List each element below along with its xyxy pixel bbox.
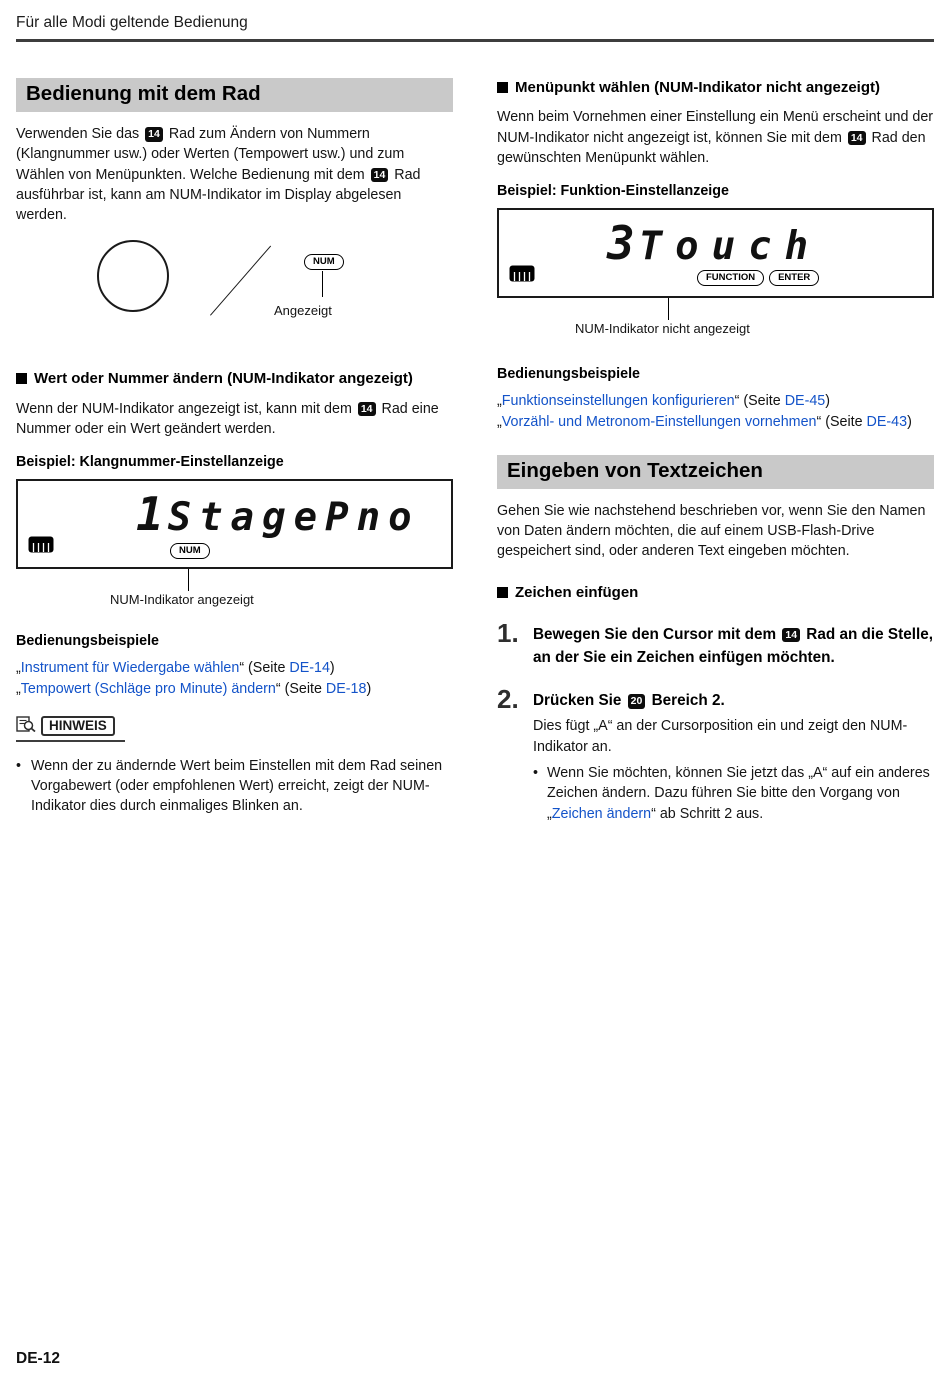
intro-paragraph (16, 124, 453, 225)
link-page-de18[interactable]: DE-18 (325, 681, 367, 698)
wheel-caption: Angezeigt (274, 303, 332, 319)
link-mid: “ (Seite (734, 393, 785, 410)
note-text: Wenn der zu ändernde Wert beim Einstellen mit dem Rad seinen Vorgabewert (oder empfohlenen Wert) erreicht, zeigt der NUM-Indikator dies durch einmaliges Blinken an. (31, 757, 443, 815)
step-2-text (533, 686, 725, 713)
link-zeichen-aendern[interactable]: Zeichen ändern (551, 805, 652, 822)
num-indicator-pill: NUM (304, 254, 344, 270)
lcd-digit: 1 (136, 487, 164, 542)
display1-caption: NUM-Indikator angezeigt (110, 592, 254, 608)
num-indicator-pill: NUM (170, 543, 210, 559)
quote-open: „ (497, 413, 502, 430)
key-14-badge: 14 (371, 168, 389, 183)
wert-part-2: Rad eine Nummer oder ein Wert geändert werden. (16, 400, 439, 438)
quote-open: „ (16, 660, 21, 677)
lcd-text-line (136, 487, 420, 541)
step-1-part-2: Rad an die Stelle, an der Sie ein Zeichen einfügen möchten. (533, 625, 933, 667)
keyboard-icon (509, 265, 535, 287)
subheading-text: Menüpunkt wählen (NUM-Indikator nicht angezeigt) (515, 79, 880, 96)
step-2-body: Dies fügt „A“ an der Cursorposition ein und zeigt den NUM-Indikator an. (533, 718, 908, 755)
lcd-menu-name: Touch (638, 224, 822, 270)
pointer-slash (210, 246, 271, 316)
section-title-textzeichen: Eingeben von Textzeichen (497, 455, 934, 489)
dial-wheel-illustration (97, 240, 169, 312)
bullet-dot: • (533, 765, 539, 782)
page-number: DE-12 (16, 1350, 60, 1367)
reference-link-line (16, 679, 453, 700)
lcd-digit: 3 (607, 216, 635, 271)
intro-part-1: Verwenden Sie das (16, 126, 144, 142)
link-mid: “ (Seite (816, 413, 867, 430)
square-bullet-icon (16, 373, 27, 384)
step-2-part-3: 2. (711, 692, 725, 710)
wert-part-1: Wenn der NUM-Indikator angezeigt ist, kann mit dem (16, 400, 356, 417)
step-2-part-2: Bereich (647, 692, 712, 710)
display-klangnummer (16, 479, 453, 569)
quote-open: „ (16, 681, 21, 698)
callout-line (668, 298, 934, 320)
key-14-badge: 14 (848, 131, 866, 146)
display2-caption: NUM-Indikator nicht angezeigt (575, 321, 750, 337)
note-part-2: “ ab Schritt 2 aus. (651, 805, 764, 822)
link-mid: “ (Seite (239, 660, 290, 677)
paren-close: ) (825, 393, 830, 410)
subheading-zeichen-einfuegen (497, 583, 934, 603)
menue-part-2: Rad den gewünschten Menüpunkt wählen. (497, 129, 926, 166)
hinweis-block (16, 716, 125, 742)
paren-close: ) (329, 660, 335, 677)
intro-part-2: Rad zum Ändern von Nummern (Klangnummer usw.) oder Werten (Tempowert usw.) und zum Wählen von Menüpunkten. Welche Bedienung mit dem (16, 126, 405, 183)
callout-line (322, 271, 323, 297)
key-20-badge: 20 (628, 694, 646, 709)
step-1-text (533, 620, 934, 670)
reference-link-line (16, 658, 453, 679)
example-label-funktion: Beispiel: Funktion-Einstellanzeige (497, 183, 729, 200)
step-1 (497, 617, 934, 670)
paren-close: ) (907, 413, 912, 430)
square-bullet-icon (497, 587, 508, 598)
link-mid: “ (Seite (275, 681, 326, 698)
running-header: Für alle Modi geltende Bedienung (16, 14, 248, 31)
hinweis-label: HINWEIS (41, 716, 115, 736)
example-label-klangnummer: Beispiel: Klangnummer-Einstellanzeige (16, 454, 284, 471)
link-page-de14[interactable]: DE-14 (289, 660, 330, 677)
menue-paragraph (497, 107, 934, 168)
key-14-badge: 14 (145, 127, 163, 142)
lcd-button-labels (697, 270, 819, 286)
key-14-badge: 14 (782, 628, 800, 643)
link-funktionseinstellungen[interactable]: Funktionseinstellungen konfigurieren (501, 393, 735, 410)
link-page-de43[interactable]: DE-43 (866, 413, 908, 430)
beispiele-heading: Bedienungsbeispiele (497, 366, 641, 383)
function-label-pill: FUNCTION (697, 270, 764, 286)
header-rule (16, 39, 934, 42)
step-1-part-1: Bewegen Sie den Cursor mit dem (533, 625, 781, 643)
enter-label-pill: ENTER (769, 270, 819, 286)
note-bullet (16, 756, 453, 817)
step-2-number: 2. (497, 684, 519, 715)
quote-open: „ (497, 393, 502, 410)
wert-paragraph (16, 399, 453, 440)
note-part-1: Wenn Sie möchten, können Sie jetzt das „A“ auf ein anderes Zeichen ändern. Dazu führen Sie bitte den Vorgang von „ (547, 765, 930, 822)
beispiele-heading: Bedienungsbeispiele (16, 633, 160, 650)
two-column-layout (16, 78, 934, 824)
link-page-de45[interactable]: DE-45 (784, 393, 826, 410)
section-title-rad: Bedienung mit dem Rad (16, 78, 453, 112)
link-tempowert-aendern[interactable]: Tempowert (Schläge pro Minute) ändern (20, 681, 276, 698)
reference-link-line (497, 391, 934, 412)
subheading-text: Zeichen einfügen (515, 584, 639, 602)
link-instrument-waehlen[interactable]: Instrument für Wiedergabe wählen (20, 660, 240, 677)
subheading-wert-aendern (16, 369, 453, 389)
note-magnifier-icon (16, 716, 36, 737)
left-column (16, 78, 453, 824)
textzeichen-intro: Gehen Sie wie nachstehend beschrieben vor, wenn Sie den Namen von Daten ändern möchten, die auf einem USB-Flash-Drive gespeichert sind, oder anderen Text eingeben möchten. (497, 502, 926, 560)
step-1-number: 1. (497, 617, 519, 648)
callout-line (188, 569, 453, 591)
reference-link-line (497, 412, 934, 433)
subheading-menuepunkt (497, 78, 934, 98)
paren-close: ) (366, 681, 372, 698)
bullet-dot: • (16, 757, 22, 774)
step-2 (497, 686, 934, 713)
lcd-text-line (607, 216, 821, 270)
display-funktion (497, 208, 934, 298)
subheading-text: Wert oder Nummer ändern (NUM-Indikator angezeigt) (34, 370, 413, 388)
right-column (497, 78, 934, 824)
key-14-badge: 14 (358, 402, 376, 417)
lcd-tone-name: StagePno (167, 495, 420, 541)
wheel-figure (16, 233, 453, 351)
keyboard-icon (28, 536, 54, 558)
step-2-note-text (547, 763, 934, 824)
link-vorzaehl-metronom[interactable]: Vorzähl- und Metronom-Einstellungen vornehmen (501, 413, 817, 430)
square-bullet-icon (497, 82, 508, 93)
intro-part-3: Rad ausführbar ist, kann am NUM-Indikator im Display abgelesen werden. (16, 166, 421, 224)
step-2-part-1: Drücken Sie (533, 692, 626, 710)
menue-part-1: Wenn beim Vornehmen einer Einstellung ein Menü erscheint und der NUM-Indikator nicht angezeigt ist, können Sie mit dem (497, 109, 934, 146)
step-2-note (533, 763, 934, 824)
